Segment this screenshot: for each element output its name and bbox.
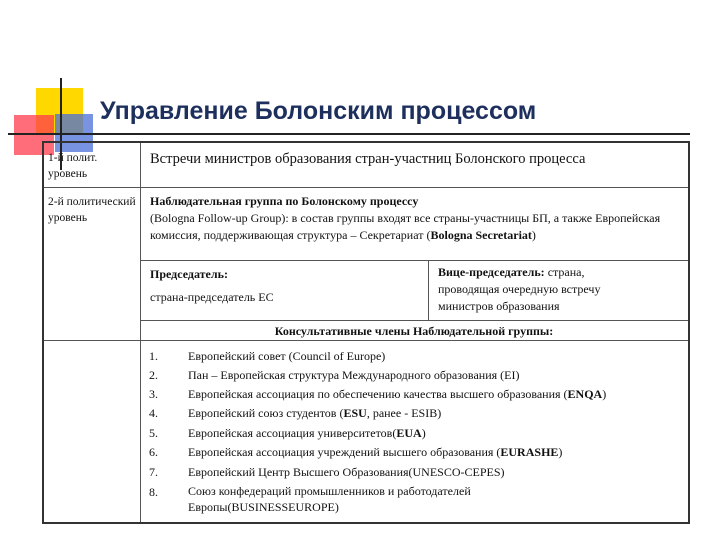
vice-chair-label: Вице-председатель: — [438, 265, 545, 279]
list-number: 4. — [149, 406, 158, 420]
list-number: 3. — [149, 387, 158, 401]
list-item: Европейская ассоциация университетов(EUA) — [188, 426, 426, 440]
chair-label: Председатель: — [150, 267, 228, 281]
list-item: Союз конфедераций промышленников и работодателей Европы(BUSINESSEUROPE) — [188, 484, 471, 514]
chair-divider — [428, 260, 429, 320]
list-item: Европейский совет (Council of Europe) — [188, 349, 386, 363]
list-number: 7. — [149, 465, 158, 479]
level-1-label: 1-й полит. уровень — [48, 152, 98, 180]
level-column-divider — [140, 143, 141, 340]
ministers-meetings-text: Встречи министров образования стран-участниц Болонского процесса — [150, 151, 586, 167]
list-item: Европейский Центр Высшего Образования(UNESCO-CEPES) — [188, 465, 505, 479]
list-number: 8. — [149, 485, 158, 499]
page-title: Управление Болонским процессом — [100, 97, 537, 125]
list-number: 5. — [149, 426, 158, 440]
bfug-title: Наблюдательная группа по Болонскому процессу — [150, 194, 419, 208]
row-divider-2 — [140, 260, 688, 261]
list-number: 2. — [149, 368, 158, 382]
list-item: Пан – Европейская структура Международного образования (EI) — [188, 368, 520, 382]
consultative-heading: Консультативные члены Наблюдательной группы: — [274, 324, 554, 338]
secretariat-name: Bologna Secretariat — [430, 228, 532, 242]
bfug-description: (Bologna Follow-up Group): в состав группы входят все страны-участницы БП, а также Европейская комиссия, поддерживающая структура – Секретариат (Bologna Secretariat) — [150, 211, 661, 242]
row-divider-3 — [140, 320, 688, 321]
level-2-label: 2-й политический уровень — [48, 196, 136, 224]
list-left-divider — [140, 340, 141, 522]
list-item: Европейская ассоциация по обеспечению качества высшего образования (ENQA) — [188, 387, 607, 401]
vice-chair-text — [438, 264, 638, 315]
title-underline — [8, 133, 690, 135]
list-number: 6. — [149, 445, 158, 459]
list-item: Европейская ассоциация учреждений высшего образования (EURASHE) — [188, 445, 563, 459]
list-item: Европейский союз студентов (ESU, ранее - ESIB) — [188, 406, 442, 420]
chair-value: страна-председатель ЕС — [150, 290, 274, 304]
vice-chair-value: страна, проводящая очередную встречу министров образования — [438, 265, 601, 313]
list-number: 1. — [149, 349, 158, 363]
